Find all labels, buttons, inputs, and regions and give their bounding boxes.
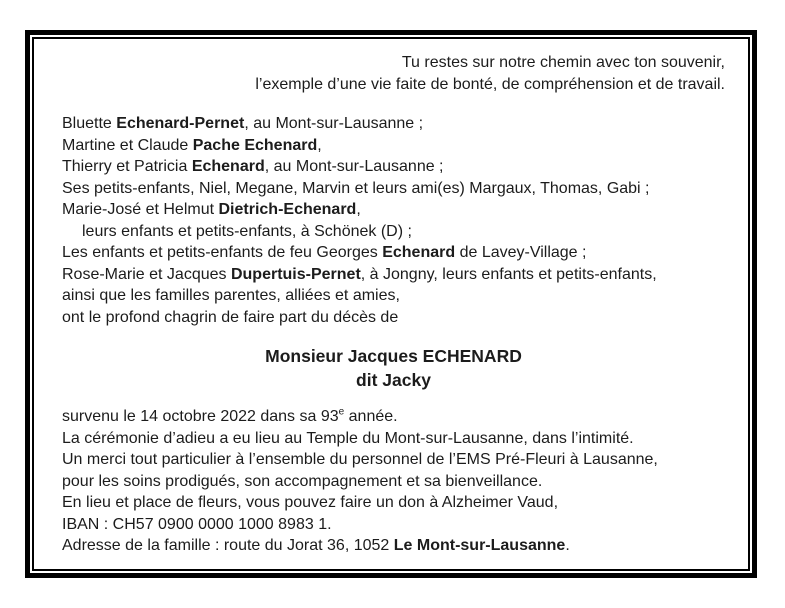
text-line	[62, 156, 725, 178]
text-segment: Echenard	[382, 244, 456, 261]
deceased-alias: dit Jacky	[356, 370, 431, 390]
epigraph	[62, 52, 725, 95]
text-segment: Dupertuis-Pernet	[230, 265, 361, 283]
text-segment: Le Mont-sur-Lausanne	[393, 537, 566, 554]
text-segment: Echenard-Pernet	[116, 115, 245, 132]
text-segment: , à Jongny, leurs enfants et petits-enfants,	[360, 265, 657, 283]
text-line	[62, 221, 725, 243]
text-line	[62, 406, 725, 428]
text-segment: Ses petits-enfants, Niel, Megane, Marvin et leurs ami(es) Margaux, Thomas, Gabi ;	[62, 179, 650, 197]
deceased-block	[62, 344, 725, 392]
text-segment: de Lavey-Village ;	[455, 244, 587, 261]
text-segment: IBAN : CH57 0900 0000 1000 8983 1.	[62, 515, 332, 533]
text-segment: La cérémonie d’adieu a eu lieu au Temple du Mont-sur-Lausanne, dans l’intimité.	[62, 429, 634, 447]
text-segment: e	[338, 406, 345, 418]
text-line: l’exemple d’une vie faite de bonté, de compréhension et de travail.	[255, 75, 725, 93]
text-segment: Un merci tout particulier à l’ensemble du personnel de l’EMS Pré-Fleuri à Lausanne,	[62, 451, 658, 468]
text-line: Tu restes sur notre chemin avec ton souvenir,	[401, 54, 725, 71]
text-line	[62, 135, 725, 157]
text-line	[62, 428, 725, 450]
text-segment: , au Mont-sur-Lausanne ;	[264, 158, 444, 175]
text-segment: Pache Echenard	[192, 136, 318, 154]
text-line	[62, 199, 725, 221]
family-list	[62, 113, 725, 328]
text-segment: survenu le 14 octobre 2022 dans sa 93	[62, 408, 339, 425]
text-line	[62, 113, 725, 135]
text-line	[62, 307, 725, 329]
text-line	[62, 285, 725, 307]
text-segment: ,	[356, 201, 361, 218]
text-segment: leurs enfants et petits-enfants, à Schönek (D) ;	[82, 222, 412, 240]
text-segment: .	[565, 537, 570, 554]
text-segment: Echenard	[191, 158, 265, 175]
document-frame	[25, 30, 757, 578]
text-segment: année.	[344, 408, 398, 425]
text-segment: ont le profond chagrin de faire part du décès de	[62, 308, 399, 326]
text-segment: Marie-José et Helmut	[62, 201, 219, 218]
text-segment: Les enfants et petits-enfants de feu Georges	[62, 244, 383, 261]
text-line	[62, 449, 725, 471]
text-segment: Thierry et Patricia	[62, 158, 192, 175]
details-list	[62, 406, 725, 557]
text-segment: ,	[317, 136, 322, 154]
text-segment: Martine et Claude	[62, 136, 193, 154]
text-line	[62, 242, 725, 264]
text-line	[62, 514, 725, 536]
text-segment: Adresse de la famille : route du Jorat 36, 1052	[62, 537, 394, 554]
text-segment: Bluette	[62, 115, 117, 132]
text-segment: , au Mont-sur-Lausanne ;	[244, 115, 424, 132]
deceased-name: Monsieur Jacques ECHENARD	[265, 346, 522, 366]
text-segment: Dietrich-Echenard	[218, 201, 357, 218]
text-segment: pour les soins prodigués, son accompagnement et sa bienveillance.	[62, 472, 543, 490]
text-segment: ainsi que les familles parentes, alliées et amies,	[62, 287, 400, 304]
text-line	[62, 471, 725, 493]
text-segment: Rose-Marie et Jacques	[62, 265, 231, 283]
text-segment: En lieu et place de fleurs, vous pouvez faire un don à Alzheimer Vaud,	[62, 494, 559, 511]
text-line	[62, 492, 725, 514]
text-line	[62, 178, 725, 200]
text-line	[62, 535, 725, 557]
document-inner-frame	[32, 37, 750, 571]
text-line	[62, 264, 725, 286]
